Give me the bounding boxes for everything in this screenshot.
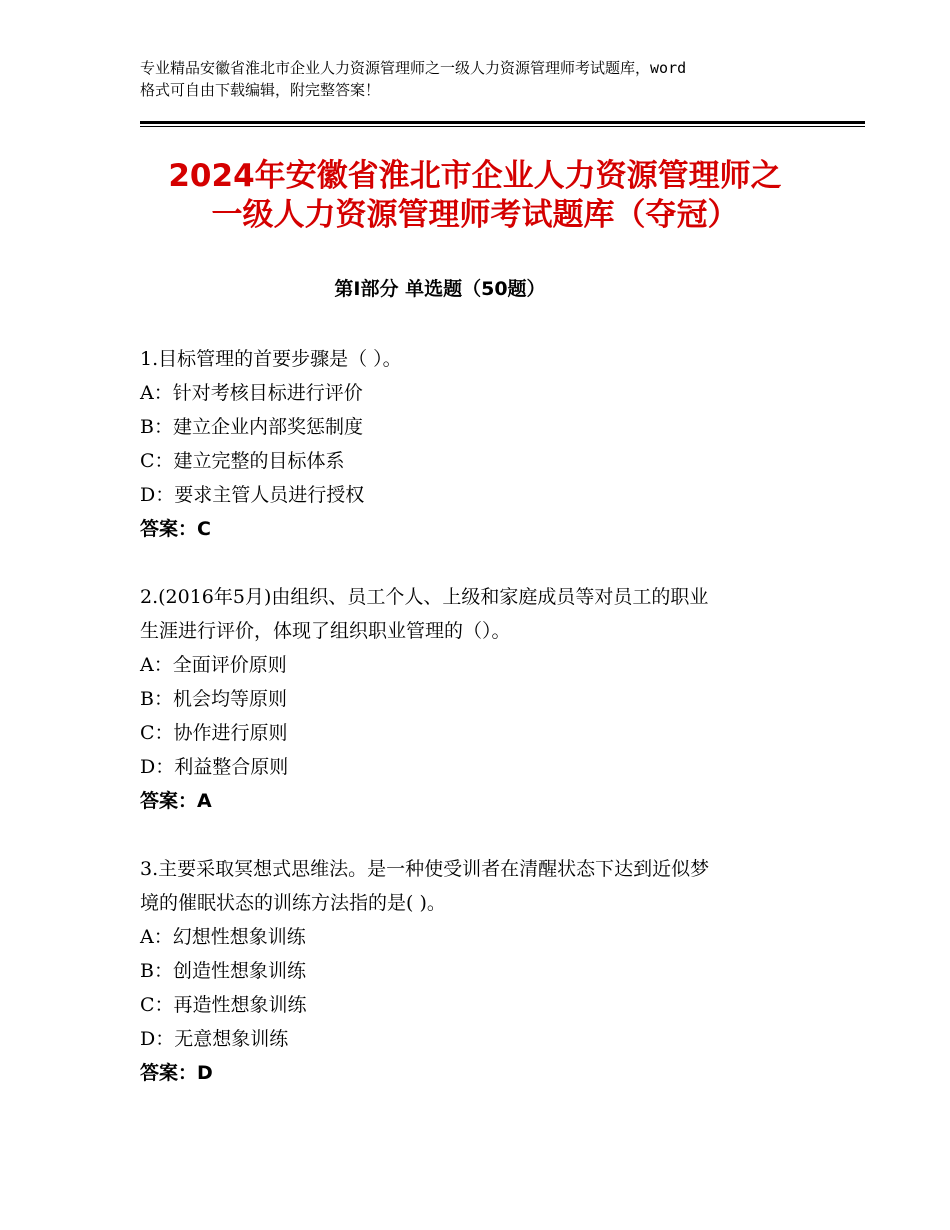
question-1 — [140, 342, 810, 546]
document-title — [120, 157, 830, 235]
option-b: B：机会均等原则 — [140, 688, 287, 710]
header-note-line-1: 专业精品安徽省淮北市企业人力资源管理师之一级人力资源管理师考试题库，word — [140, 59, 687, 77]
question-stem — [140, 852, 810, 920]
question-stem-line: 2.(2016年5月)由组织、员工个人、上级和家庭成员等对员工的职业 — [140, 586, 709, 608]
document-title-line-1: 2024年安徽省淮北市企业人力资源管理师之 — [168, 158, 782, 194]
question-stem — [140, 580, 810, 648]
option-c: C：再造性想象训练 — [140, 994, 307, 1016]
answer: 答案：D — [140, 1062, 213, 1084]
answer: 答案：C — [140, 518, 211, 540]
section-title: 第Ⅰ部分 单选题（50题） — [334, 278, 546, 300]
option-b: B：建立企业内部奖惩制度 — [140, 416, 363, 438]
question-3 — [140, 852, 810, 1090]
option-d: D：要求主管人员进行授权 — [140, 484, 365, 506]
option-d: D：利益整合原则 — [140, 756, 289, 778]
question-stem-line: 1.目标管理的首要步骤是（ ）。 — [140, 348, 402, 370]
option-d: D：无意想象训练 — [140, 1028, 289, 1050]
header-divider-thick — [140, 121, 865, 124]
question-stem-line: 生涯进行评价，体现了组织职业管理的（）。 — [140, 620, 511, 642]
question-stem-line: 境的催眠状态的训练方法指的是( )。 — [140, 892, 446, 914]
header-divider-thin — [140, 126, 865, 127]
question-stem — [140, 342, 810, 376]
question-stem-line: 3.主要采取冥想式思维法。是一种使受训者在清醒状态下达到近似梦 — [140, 858, 710, 880]
header-note-line-2: 格式可自由下载编辑，附完整答案！ — [140, 81, 381, 99]
option-c: C：协作进行原则 — [140, 722, 288, 744]
header-note — [140, 57, 830, 101]
question-list — [140, 342, 810, 1124]
option-a: A：全面评价原则 — [140, 654, 287, 676]
option-c: C：建立完整的目标体系 — [140, 450, 345, 472]
document-title-line-2: 一级人力资源管理师考试题库（夺冠） — [211, 197, 739, 233]
option-a: A：幻想性想象训练 — [140, 926, 306, 948]
question-2 — [140, 580, 810, 818]
option-a: A：针对考核目标进行评价 — [140, 382, 363, 404]
answer: 答案：A — [140, 790, 212, 812]
option-b: B：创造性想象训练 — [140, 960, 306, 982]
